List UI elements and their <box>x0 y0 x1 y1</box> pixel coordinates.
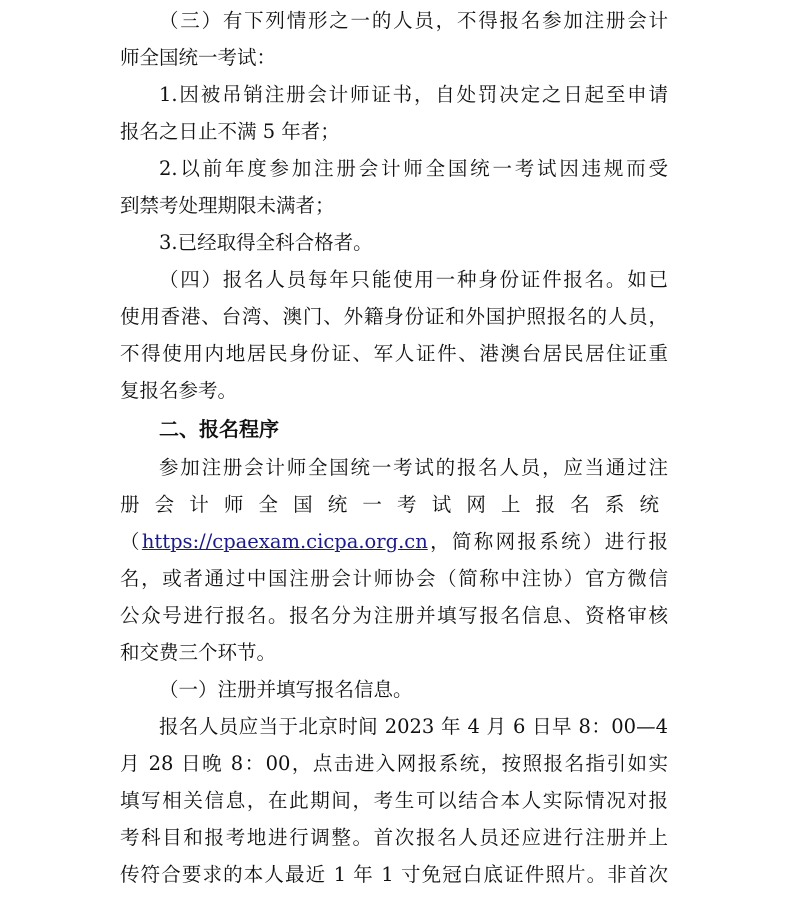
paragraph-line: 报名之日止不满 5 年者； <box>120 120 340 143</box>
paragraph-line: 1.因被吊销注册会计师证书，自处罚决定之日起至申请 <box>159 83 668 106</box>
section-heading: 二、报名程序 <box>159 417 279 441</box>
paragraph-line-url <box>120 526 668 558</box>
paragraph-line: 册会计师全国统一考试网上报名系统 <box>120 493 668 516</box>
paragraph-line: 3.已经取得全科合格者。 <box>159 231 373 254</box>
paragraph-line: 公众号进行报名。报名分为注册并填写报名信息、资格审核 <box>120 604 668 627</box>
paragraph-line: 考科目和报考地进行调整。首次报名人员还应进行注册并上 <box>120 826 668 849</box>
registration-link[interactable]: https://cpaexam.cicpa.org.cn <box>141 530 428 553</box>
paragraph-line: 报名人员应当于北京时间 2023 年 4 月 6 日早 8：00—4 <box>159 715 668 738</box>
subsection-heading: （一）注册并填写报名信息。 <box>159 678 413 701</box>
paragraph-line: 填写相关信息，在此期间，考生可以结合本人实际情况对报 <box>120 789 668 812</box>
paragraph-line: 2.以前年度参加注册会计师全国统一考试因违规而受 <box>159 157 668 180</box>
paragraph-line: 复报名参考。 <box>120 379 238 402</box>
paragraph-line: 传符合要求的本人最近 1 年 1 寸免冠白底证件照片。非首次 <box>120 863 668 886</box>
paren-open: （ <box>120 530 142 553</box>
paragraph-line: 月 28 日晚 8：00，点击进入网报系统，按照报名指引如实 <box>120 752 668 775</box>
paragraph-line: 和交费三个环节。 <box>120 641 277 664</box>
paragraph-line: 不得使用内地居民身份证、军人证件、港澳台居民居住证重 <box>120 342 668 365</box>
paragraph-line: 参加注册会计师全国统一考试的报名人员，应当通过注 <box>159 456 668 479</box>
paragraph-line: （三）有下列情形之一的人员，不得报名参加注册会计 <box>159 9 668 32</box>
url-line-rest: ，简称网报系统）进行报 <box>427 530 668 553</box>
paragraph-line: 名，或者通过中国注册会计师协会（简称中注协）官方微信 <box>120 567 668 590</box>
paragraph-line: 师全国统一考试： <box>120 46 277 69</box>
paragraph-line: 到禁考处理期限未满者； <box>120 194 335 217</box>
paragraph-line: （四）报名人员每年只能使用一种身份证件报名。如已 <box>159 268 668 291</box>
paragraph-line: 使用香港、台湾、澳门、外籍身份证和外国护照报名的人员， <box>120 305 668 328</box>
